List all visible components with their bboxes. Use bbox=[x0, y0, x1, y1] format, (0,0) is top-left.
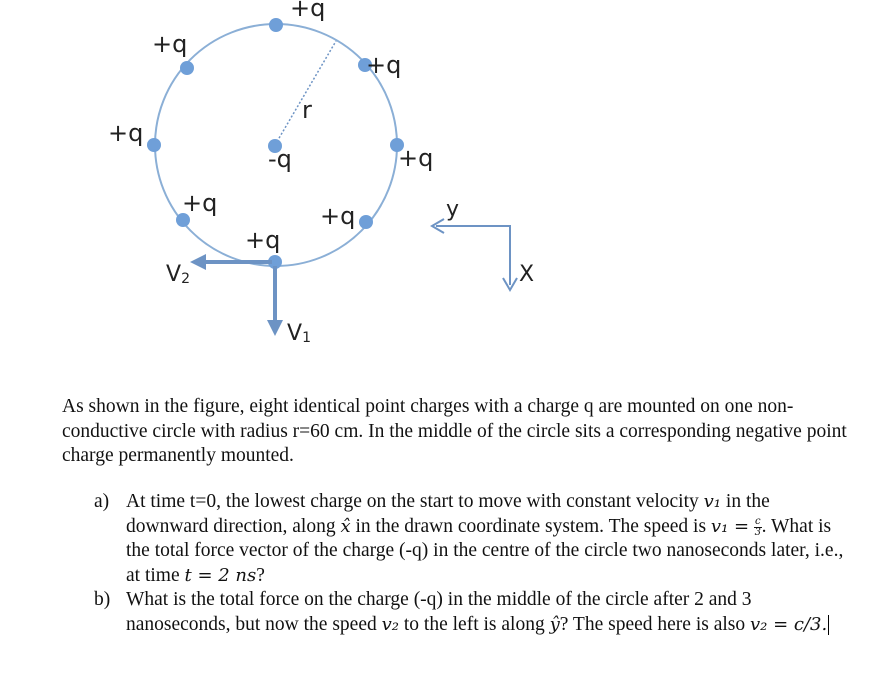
question-list bbox=[88, 490, 848, 637]
v1-label: V1 bbox=[287, 321, 311, 346]
y-hat-symbol: ŷ bbox=[549, 613, 560, 635]
charge-lower-right bbox=[359, 215, 373, 229]
question-b-label: b) bbox=[94, 589, 111, 610]
charge-upper-left bbox=[180, 61, 194, 75]
axis-y-label: y bbox=[446, 197, 460, 222]
label-lower-right: +q bbox=[320, 202, 356, 230]
label-center: -q bbox=[268, 145, 292, 173]
v1-symbol: v₁ bbox=[703, 491, 722, 512]
radius-line bbox=[275, 41, 336, 145]
radius-label: r bbox=[302, 96, 312, 124]
v2-symbol: v₂ bbox=[381, 613, 400, 635]
problem-intro: As shown in the figure, eight identical point charges with a charge q are mounted on one non-conductive circle with radius r=60 cm. In the middle of the circle sits a corresponding negative point charge permanently mounted. bbox=[62, 396, 847, 466]
coordinate-axes bbox=[436, 226, 510, 285]
speed-fraction: $\frac{c}{3}$ bbox=[754, 515, 761, 538]
label-left: +q bbox=[108, 119, 144, 147]
question-a-label: a) bbox=[94, 491, 110, 512]
question-b: b) What is the total force on the charge (-q) in the middle of the circle after 2 and 3 nanoseconds, but now the speed v₂ to the left is along ŷ? The speed here is also v₂ = c/3. bbox=[94, 589, 828, 635]
axis-x-label: X bbox=[519, 262, 535, 287]
charge-top bbox=[269, 18, 283, 32]
text-cursor bbox=[828, 615, 829, 635]
x-hat-symbol: x̂ bbox=[340, 515, 351, 537]
label-right: +q bbox=[398, 144, 434, 172]
v2-label: V2 bbox=[166, 262, 190, 287]
label-lower-left: +q bbox=[182, 189, 218, 217]
label-upper-left: +q bbox=[152, 30, 188, 58]
question-a: a) At time t=0, the lowest charge on the start to move with constant velocity v₁ in the downward direction, along x̂ in the drawn coordinate system. The speed is v₁ = $\frac{c}{3}$ . What is the total force vector of the charge (-q) in the centre of the circle two nanoseconds later, i.e., at time t = 2 ns? bbox=[94, 491, 844, 586]
charge-left bbox=[147, 138, 161, 152]
label-bottom: +q bbox=[245, 226, 281, 254]
label-top: +q bbox=[290, 0, 326, 22]
label-upper-right: +q bbox=[366, 51, 402, 79]
